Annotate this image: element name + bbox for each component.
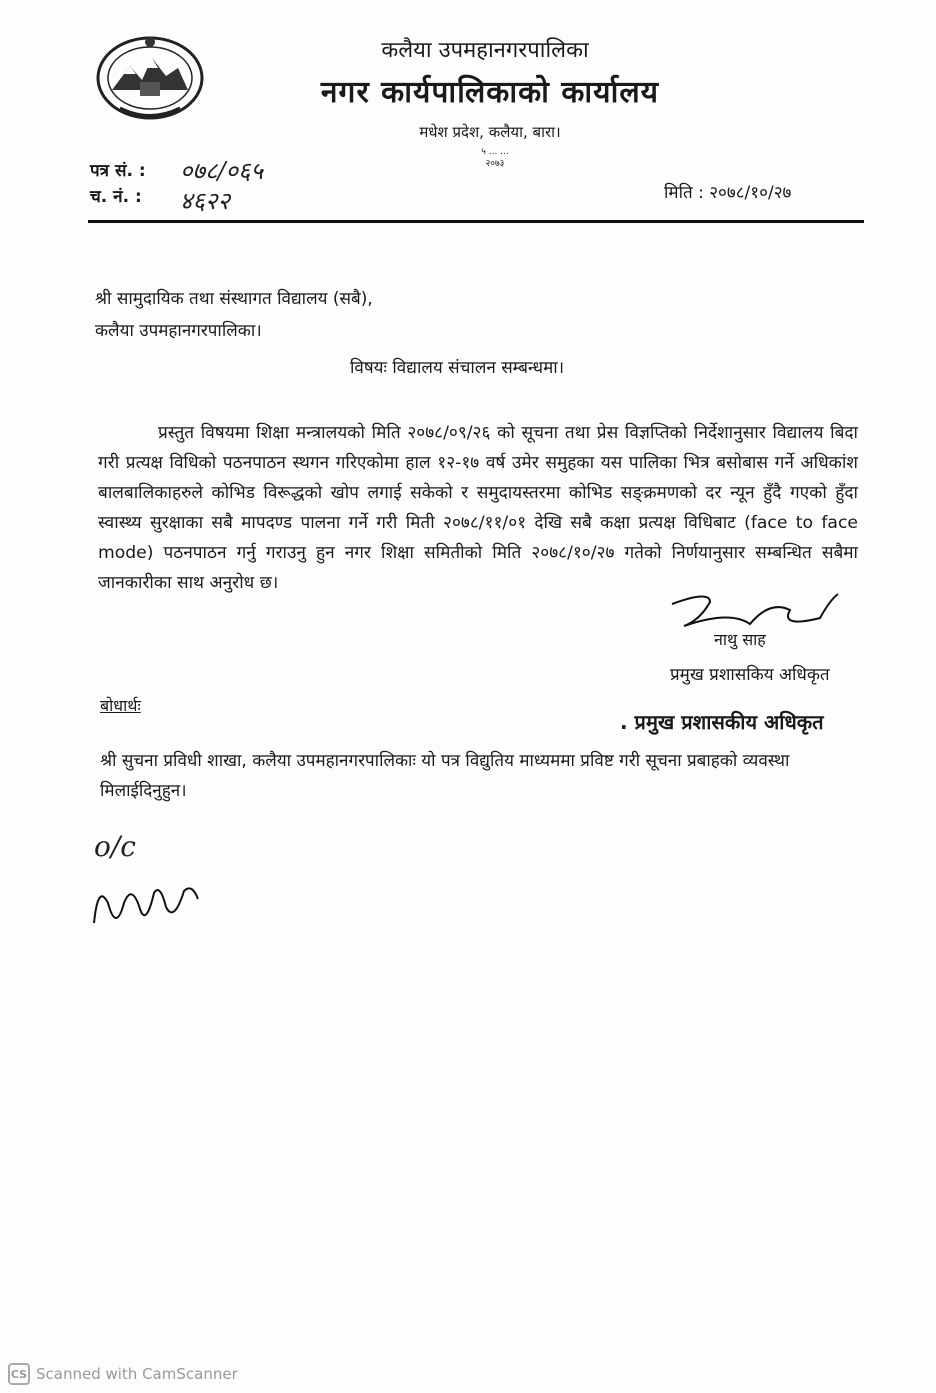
chalani-value: ४६२२ (180, 187, 230, 215)
watermark-text: Scanned with CamScanner (36, 1365, 238, 1383)
letterhead-address: मधेश प्रदेश, कलैया, बारा। (419, 123, 561, 141)
header-divider (88, 220, 864, 223)
signatory-title: प्रमुख प्रशासकिय अधिकृत (670, 665, 830, 685)
cc-label: बोधार्थः (100, 696, 141, 715)
signatory-name: नाथु साह (714, 630, 766, 649)
patra-label: पत्र सं. : (90, 161, 146, 181)
handwritten-note-text: o/c (94, 830, 136, 863)
letter-body: प्रस्तुत विषयमा शिक्षा मन्त्रालयको मिति २०७८/०९/२६ को सूचना तथा प्रेस विज्ञप्तिको निर्देशानुसार विद्यालय बिदा गरी प्रत्यक्ष विधिको पठनपाठन स्थगन गरिएकोमा हाल १२-१७ वर्ष उमेर समुहका यस पालिका भित्र बसोबास गर्ने अधिकांश बालबालिकाहरुले कोभिड विरूद्धको खोप लगाई सकेको र समुदायस्तरमा कोभिड सङ्क्रमणको दर न्यून हुँदै गएको हुँदा स्वास्थ्य सुरक्षाका सबै मापदण्ड पालना गर्ने गरी मिती २०७८/११/०१ देखि सबै कक्षा प्रत्यक्ष विधिबाट (face to face mode) पठनपाठन गर्नु गराउनु हुन नगर शिक्षा समितीको मिति २०७८/१०/२७ गतेको निर्णयानुसार सम्बन्धित सबैमा जानकारीका साथ अनुरोध छ। (98, 423, 858, 593)
letterhead-municipality: कलैया उपमहानगरपालिका (381, 38, 589, 63)
camscanner-logo-icon: CS (8, 1363, 30, 1385)
letterhead-office: नगर कार्यपालिकाको कार्यालय (320, 75, 660, 110)
patra-value: ०७८/०६५ (180, 157, 263, 185)
letter-subject: विषयः विद्यालय संचालन सम्बन्धमा। (350, 358, 565, 378)
government-emblem-icon (90, 28, 210, 128)
office-stamp: ५ ... ... २०७३ (481, 147, 509, 169)
cc-text: श्री सुचना प्रविधी शाखा, कलैया उपमहानगरपालिकाः यो पत्र विद्युतिय माध्यममा प्रविष्ट गरी सूचना प्रबाहको व्यवस्था मिलाईदिनुहुन। (100, 751, 790, 801)
scanner-watermark (8, 1362, 238, 1386)
initials-scribble (88, 863, 218, 943)
handwritten-note (88, 830, 218, 950)
chalani-label: च. नं. : (90, 187, 142, 207)
designation-stamp: . प्रमुख प्रशासकीय अधिकृत (620, 710, 824, 734)
recipient-line2: कलैया उपमहानगरपालिका। (95, 321, 262, 341)
letter-date: मिति : २०७८/१०/२७ (664, 183, 792, 203)
recipient-line1: श्री सामुदायिक तथा संस्थागत विद्यालय (सबै), (95, 289, 373, 309)
